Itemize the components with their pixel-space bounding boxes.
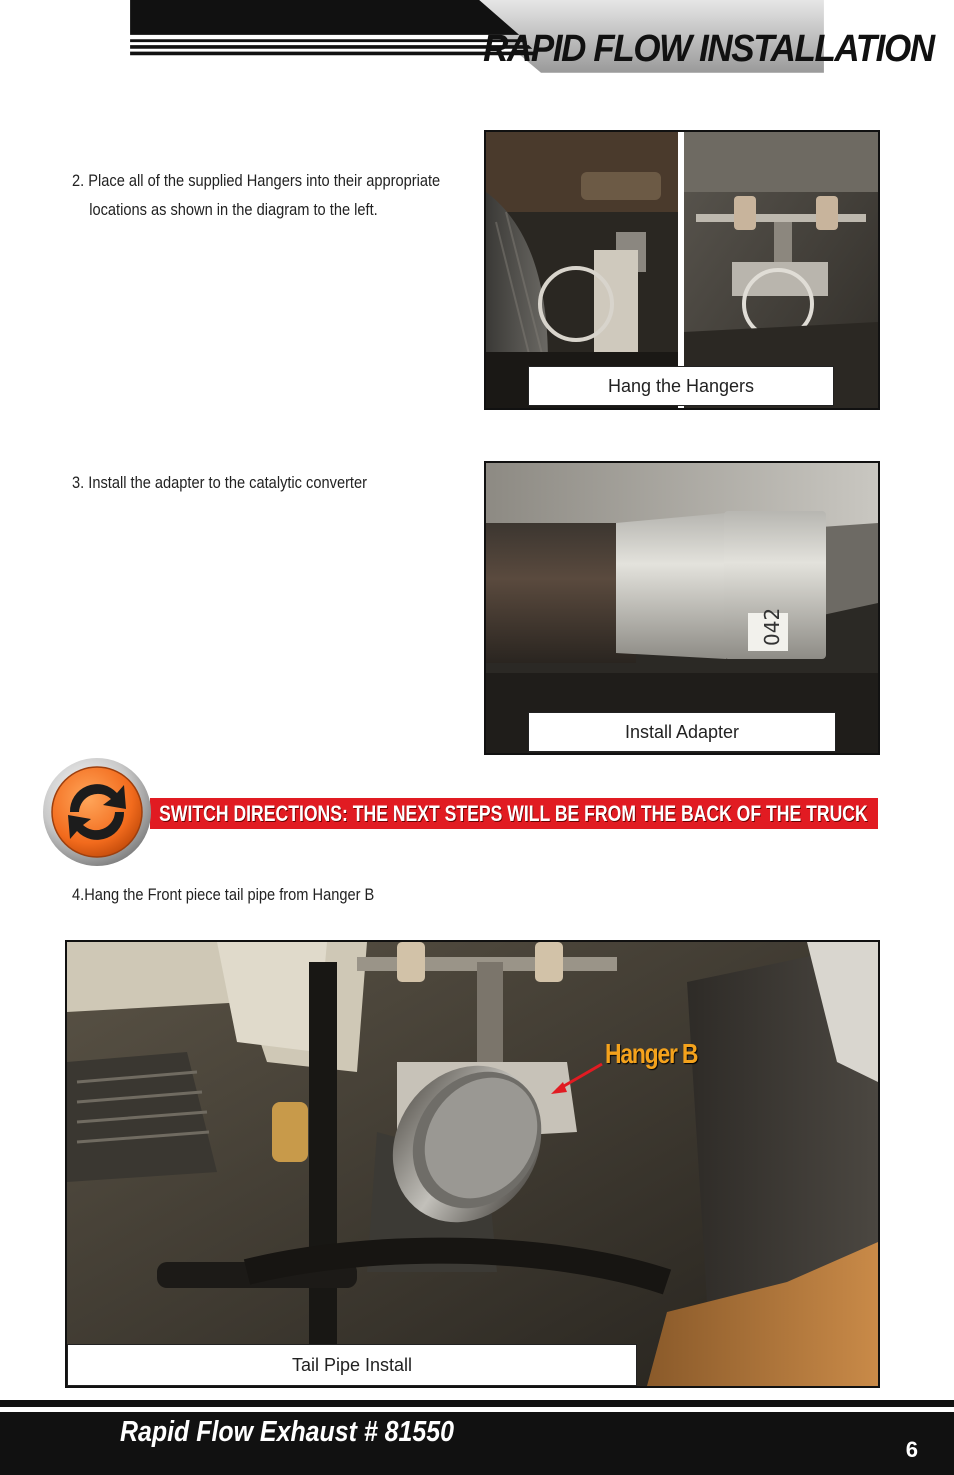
step-2-text xyxy=(72,166,485,224)
adapter-photo-frame xyxy=(484,461,880,755)
hangers-caption: Hang the Hangers xyxy=(528,366,834,406)
tailpipe-caption: Tail Pipe Install xyxy=(67,1344,637,1386)
step-4-text: 4.Hang the Front piece tail pipe from Hanger B xyxy=(72,885,375,904)
page-number: 6 xyxy=(905,1437,918,1462)
adapter-part-marking: 042 xyxy=(760,607,784,646)
adapter-caption: Install Adapter xyxy=(528,712,836,752)
banner-text: SWITCH DIRECTIONS: THE NEXT STEPS WILL BE FROM THE BACK OF THE TRUCK xyxy=(159,801,868,826)
switch-directions-icon xyxy=(42,757,152,867)
hanger-b-label: Hanger B xyxy=(605,1038,698,1069)
tailpipe-photo-frame xyxy=(65,940,880,1388)
footer-stripe xyxy=(0,1400,954,1407)
adapter-photo xyxy=(486,463,878,753)
step-2-line-1: 2. Place all of the supplied Hangers into their appropriate xyxy=(72,171,441,190)
step-2-line-2: locations as shown in the diagram to the left. xyxy=(89,200,378,219)
step-3-text: 3. Install the adapter to the catalytic converter xyxy=(72,473,368,492)
footer-title: Rapid Flow Exhaust # 81550 xyxy=(120,1416,455,1448)
page-title: RAPID FLOW INSTALLATION xyxy=(483,28,934,70)
tailpipe-photo xyxy=(67,942,878,1386)
hangers-photo-frame xyxy=(484,130,880,410)
switch-directions-banner xyxy=(150,798,878,829)
